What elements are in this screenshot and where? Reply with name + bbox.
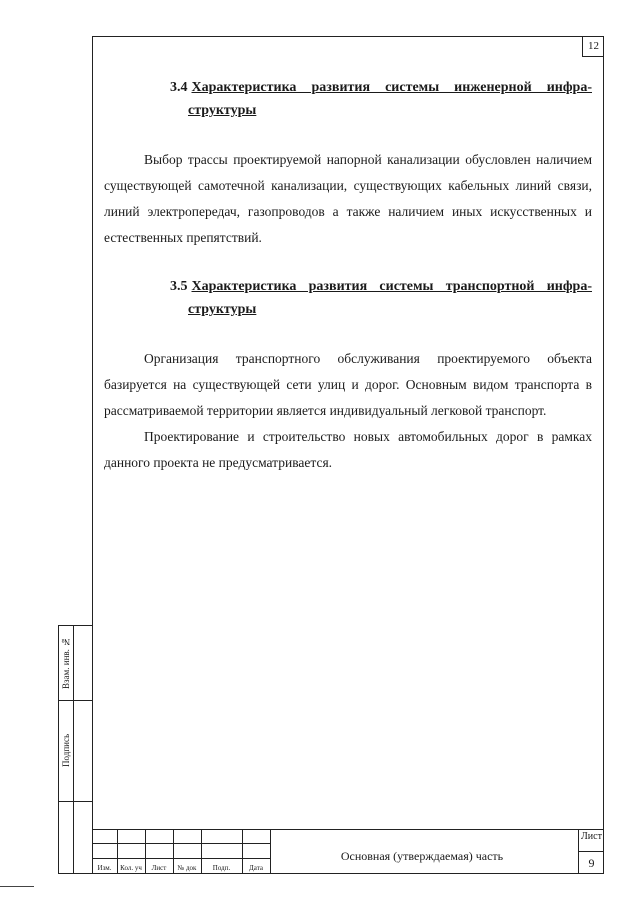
paragraph: Выбор трассы проектируемой напорной канализации обусловлен наличием существующей самотечной канализации, существующих кабельных линий связи, линий электропередач, газопроводов а также наличием иных искусственных и естественных препятствий. — [104, 152, 592, 245]
paragraph: Проектирование и строительство новых автомобильных дорог в рамках данного проекта не предусматривается. — [104, 429, 592, 470]
col-podp: Подп. — [212, 864, 231, 872]
binding-strip — [58, 625, 92, 874]
sheet-cell — [578, 829, 604, 874]
paragraph: Организация транспортного обслуживания проектируемого объекта базируется на существующей сети улиц и дорог. Основным видом транспорта в рассматриваемой территории является индивидуальный легковой транспорт. — [104, 351, 592, 418]
section-heading-3-4 — [170, 76, 592, 122]
section-heading-3-5 — [170, 275, 592, 321]
vzam-inv-label: Взам. инв. № — [61, 636, 71, 690]
revision-grid — [92, 829, 270, 874]
col-list: Лист — [151, 864, 167, 872]
title-block — [92, 829, 604, 874]
scan-edge-mark — [0, 886, 34, 887]
col-n-dok: № док — [177, 864, 197, 872]
section-number: 3.4 — [170, 80, 188, 95]
section-title-line1: Характеристика развития системы инженерной инфра- — [191, 80, 592, 95]
page-number-box: 12 — [582, 37, 604, 57]
col-data: Дата — [249, 864, 263, 872]
section-title-line2: структуры — [188, 302, 257, 317]
col-kol-uch: Кол. уч — [120, 864, 142, 872]
col-izm: Изм. — [97, 864, 112, 872]
sheet-value: 9 — [588, 856, 595, 870]
sheet-label: Лист — [581, 831, 602, 842]
section-title-line2: структуры — [188, 103, 257, 118]
podpis-label: Подпись — [61, 733, 71, 768]
section-title-line1: Характеристика развития системы транспортной инфра- — [191, 279, 592, 294]
section-number: 3.5 — [170, 279, 188, 294]
document-title: Основная (утверждаемая) часть — [340, 849, 504, 863]
